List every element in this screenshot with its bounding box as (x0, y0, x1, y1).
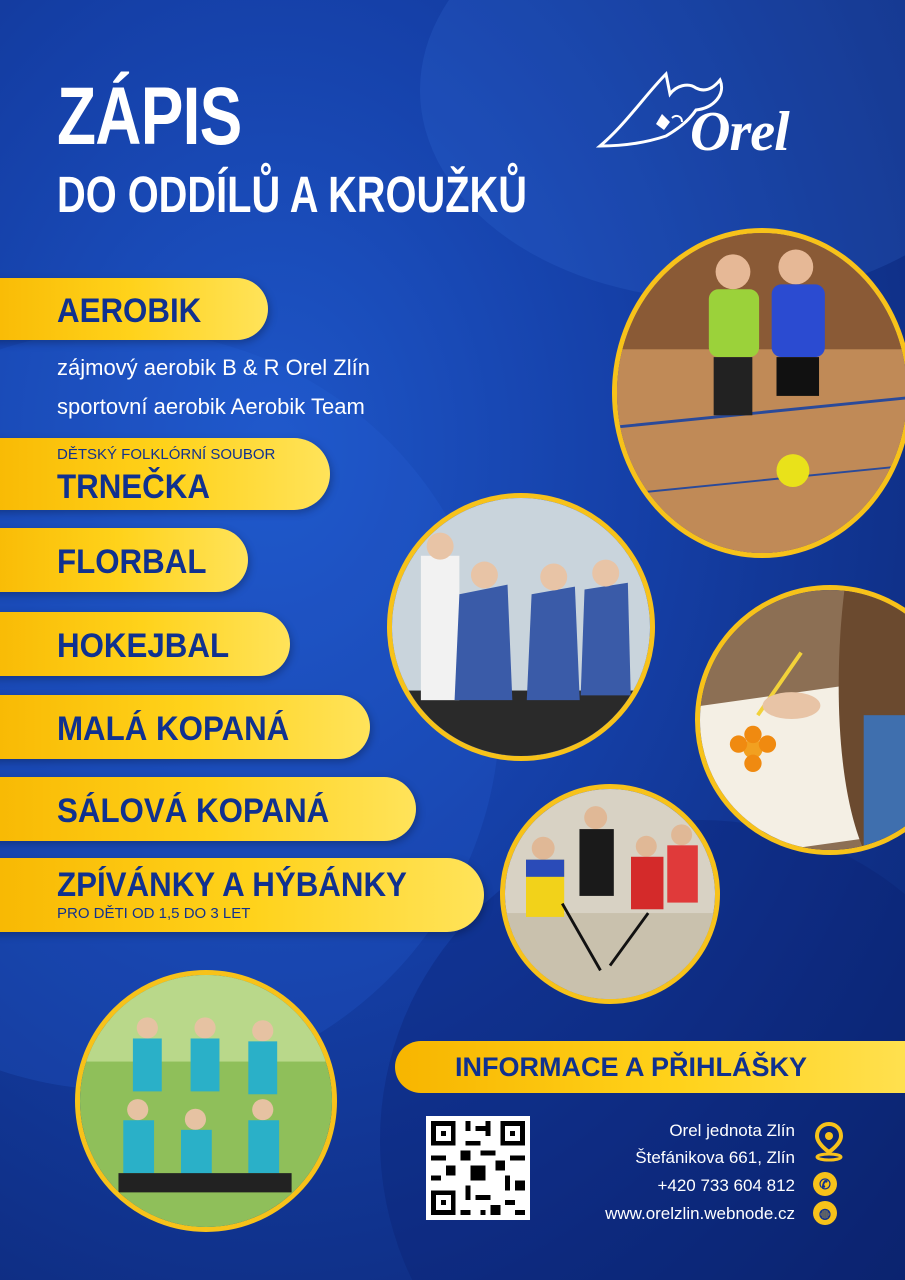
qr-code[interactable] (426, 1116, 530, 1220)
aerobik-detail-1: zájmový aerobik B & R Orel Zlín (57, 355, 370, 380)
phone-icon: ✆ (813, 1172, 837, 1196)
location-pin-icon (814, 1122, 844, 1162)
activity-label-mala-kopana: MALÁ KOPANÁ (57, 710, 290, 748)
contact-phone[interactable]: +420 733 604 812 (657, 1176, 795, 1195)
activity-label-zpivanky: ZPÍVÁNKY A HÝBÁNKY (57, 866, 407, 904)
activity-label-aerobik: AEROBIK (57, 292, 202, 330)
activity-note-zpivanky: PRO DĚTI OD 1,5 DO 3 LET (57, 905, 251, 922)
contact-org: Orel jednota Zlín (669, 1121, 795, 1140)
photo-girl-painting (695, 585, 905, 855)
logo-wordmark: Orel (690, 101, 789, 163)
contact-web[interactable]: www.orelzlin.webnode.cz (605, 1204, 795, 1223)
activity-label-florbal: FLORBAL (57, 543, 207, 581)
page-title: ZÁPIS (57, 71, 242, 162)
page-subtitle: DO ODDÍLŮ A KROUŽKŮ (57, 166, 527, 223)
photo-boys-football (612, 228, 905, 558)
photo-floorball (500, 784, 720, 1004)
activity-label-salova-kopana: SÁLOVÁ KOPANÁ (57, 792, 330, 830)
info-heading: INFORMACE A PŘIHLÁŠKY (455, 1052, 808, 1082)
activity-overline-trnecka: DĚTSKÝ FOLKLÓRNÍ SOUBOR (57, 446, 276, 463)
aerobik-detail-2: sportovní aerobik Aerobik Team (57, 394, 365, 419)
activity-label-trnecka: TRNEČKA (57, 468, 210, 506)
photo-aerobik-team (75, 970, 337, 1232)
activity-label-hokejbal: HOKEJBAL (57, 627, 230, 665)
photo-folklore-children (387, 493, 655, 761)
contact-address: Štefánikova 661, Zlín (635, 1148, 795, 1167)
globe-icon: ◍ (813, 1201, 837, 1225)
